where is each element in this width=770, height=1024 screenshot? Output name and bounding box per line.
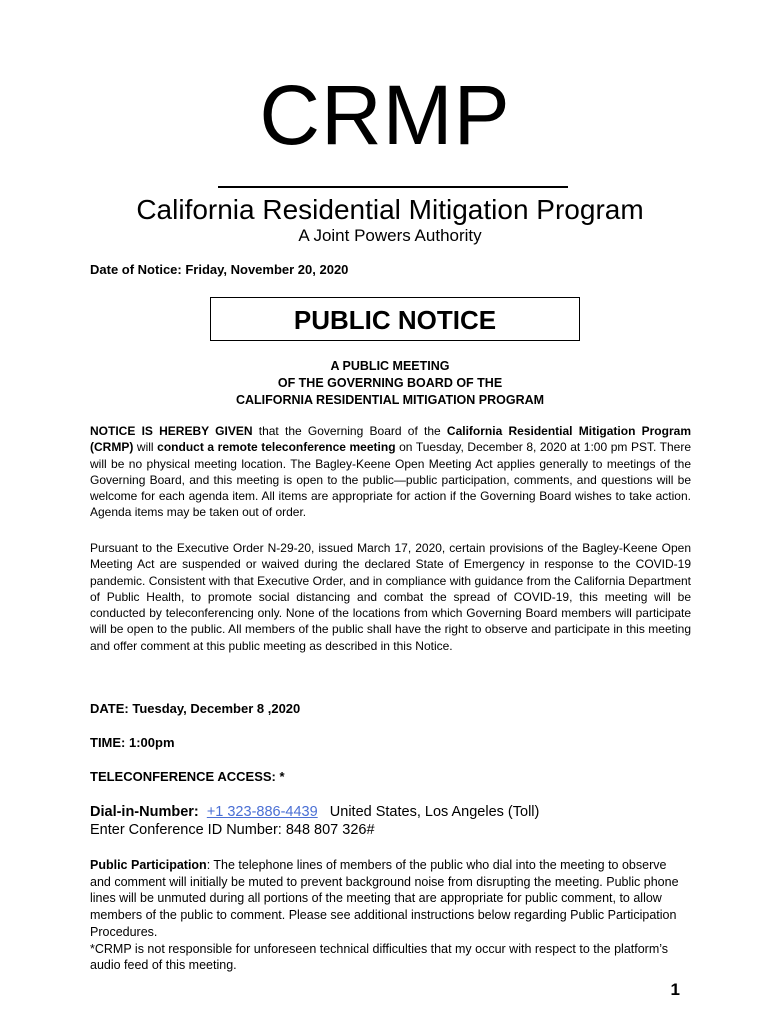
notice-text-b: will xyxy=(133,440,158,455)
meeting-time: TIME: 1:00pm xyxy=(90,735,175,750)
dial-in-number-link[interactable]: +1 323-886-4439 xyxy=(206,804,318,820)
crmp-logo: CRMP xyxy=(259,68,511,162)
notice-paragraph xyxy=(90,423,691,521)
program-name: California Residential Mitigation Program (CRMP) xyxy=(90,424,691,455)
teleconference-access: TELECONFERENCE ACCESS: * xyxy=(90,769,285,784)
executive-order-paragraph: Pursuant to the Executive Order N-29-20, issued March 17, 2020, certain provisions of the Bagley-Keene Open Meeting Act are suspended or waived during the declared State of Emergency in response to the COVID-19 pandemic. Consistent with that Executive Order, and in compliance with guidance from the California Department of Public Health, to promote social distancing and combat the spread of COVID-19, this meeting will be conducted by teleconferencing only. None of the locations from which Governing Board members will participate will be open to the public. All members of the public shall have the right to observe and participate in this meeting and offer comment at this public meeting as described in this Notice. xyxy=(90,541,691,653)
meeting-date: DATE: Tuesday, December 8 ,2020 xyxy=(90,701,301,716)
notice-lead: NOTICE IS HEREBY GIVEN xyxy=(90,424,253,438)
public-participation-body xyxy=(90,857,690,941)
dial-in-label: Dial-in-Number: xyxy=(90,804,199,820)
meeting-heading-line3: CALIFORNIA RESIDENTIAL MITIGATION PROGRAM xyxy=(235,393,545,407)
conduct-statement: conduct a remote teleconference meeting xyxy=(157,440,396,455)
conference-id: Enter Conference ID Number: 848 807 326# xyxy=(90,822,375,838)
meeting-heading xyxy=(90,358,690,409)
notice-text-a: that the Governing Board of the xyxy=(252,424,447,438)
notice-text-c: on Tuesday, December 8, 2020 at 1:00 pm PST. There will be no physical meeting location. The Bagley-Keene Open Meeting Act applies generally to meetings of the Governing Board, and this meeting is open to the public—public participation, comments, and questions will be welcome for each agenda item. All items are appropriate for action if the Governing Board wishes to take action. Agenda items may be taken out of order. xyxy=(90,440,691,520)
meeting-heading-line1: A PUBLIC MEETING xyxy=(330,359,450,373)
page-number: 1 xyxy=(670,980,680,999)
meeting-heading-line2: OF THE GOVERNING BOARD OF THE xyxy=(277,376,503,390)
public-participation-label: Public Participation xyxy=(90,858,207,872)
public-notice-box: PUBLIC NOTICE xyxy=(210,297,580,341)
organization-subtitle: A Joint Powers Authority xyxy=(298,226,482,245)
organization-name: California Residential Mitigation Program xyxy=(136,194,644,225)
header-divider xyxy=(218,186,568,188)
date-of-notice: Date of Notice: Friday, November 20, 2020 xyxy=(90,262,349,277)
public-participation-text: : The telephone lines of members of the public who dial into the meeting to observe and comment will initially be muted to prevent background noise from disrupting the meeting. Public phone lines will be unmuted during all portions of the meeting that are appropriate for public comment, to allow members of the public to comment. Please see additional instructions below regarding Public Participation Procedures. xyxy=(90,858,679,939)
public-participation-paragraph xyxy=(90,857,690,974)
dial-in-line xyxy=(90,803,539,821)
disclaimer-text: *CRMP is not responsible for unforeseen technical difficulties that my occur with respect to the platform’s audio feed of this meeting. xyxy=(90,941,669,973)
dial-in-location: United States, Los Angeles (Toll) xyxy=(329,804,540,820)
